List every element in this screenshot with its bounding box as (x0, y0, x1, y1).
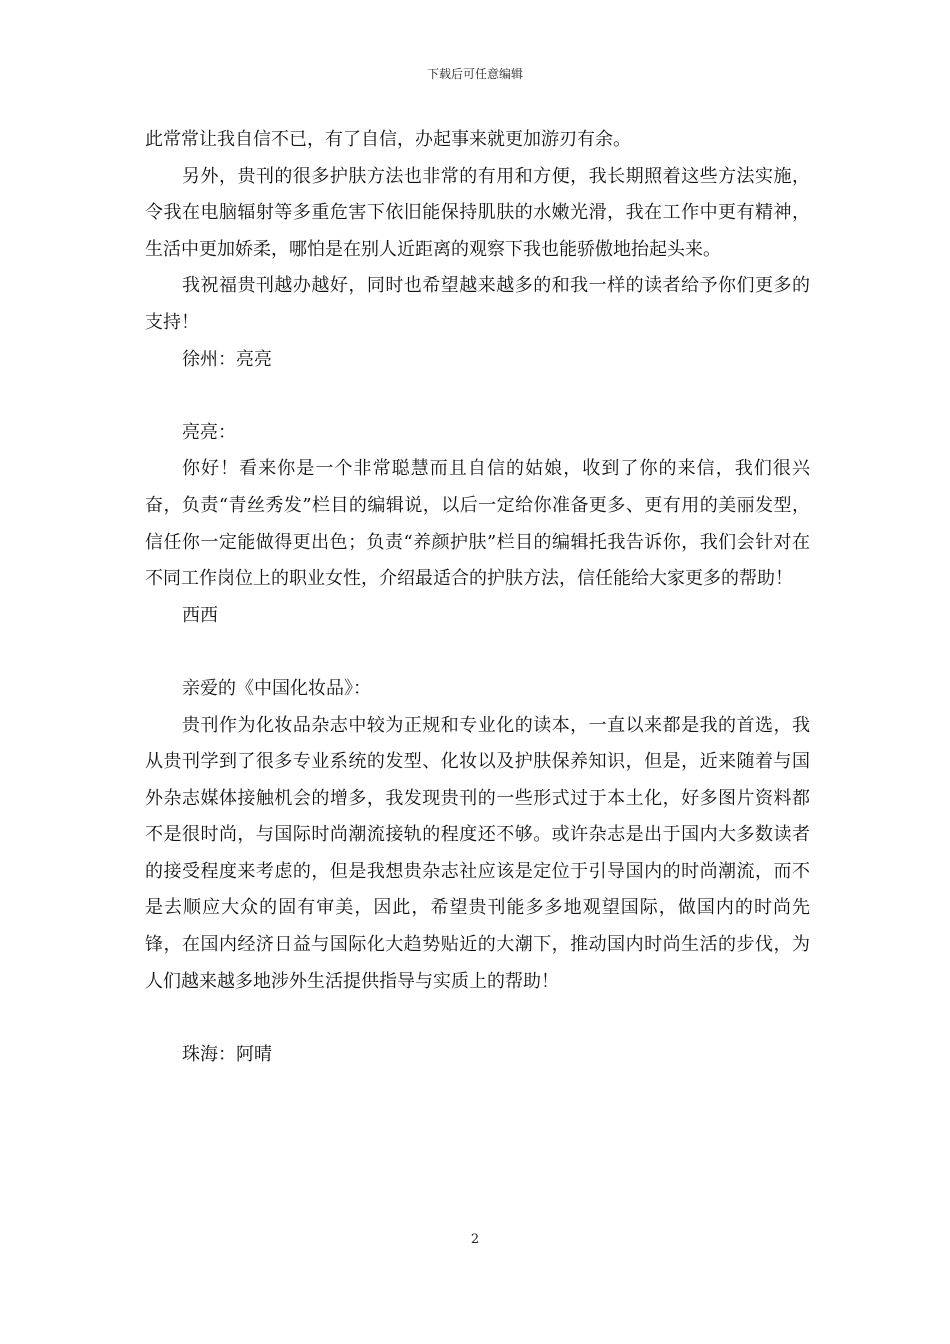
blank-line (145, 378, 810, 415)
paragraph-skincare: 另外，贵刊的很多护肤方法也非常的有用和方便，我长期照着这些方法实施，令我在电脑辐射等多重危害下依旧能保持肌肤的水嫩光滑，我在工作中更有精神，生活中更加娇柔，哪怕是在别人近距离的观察下我也能骄傲地抬起头来。 (145, 165, 810, 260)
signature-xixi: 西西 (182, 604, 218, 626)
page-number: 2 (470, 1232, 480, 1247)
paragraph-suggestion: 贵刊作为化妆品杂志中较为正规和专业化的读本，一直以来都是我的首选，我从贵刊学到了很多专业系统的发型、化妆以及护肤保养知识，但是，近来随着与国外杂志媒体接触机会的增多，我发现贵刊的一些形式过于本土化，好多图片资料都不是很时尚，与国际时尚潮流接轨的程度还不够。或许杂志是出于国内大多数读者的接受程度来考虑的，但是我想贵杂志社应该是定位于引导国内的时尚潮流，而不是去顺应大众的固有审美，因此，希望贵刊能多多地观望国际，做国内的时尚先锋，在国内经济日益与国际化大趋势贴近的大潮下，推动国内时尚生活的步伐，为人们越来越多地涉外生活提供指导与实质上的帮助！ (145, 714, 810, 992)
blank-line (145, 634, 810, 671)
paragraph-wishes: 我祝福贵刊越办越好，同时也希望越来越多的和我一样的读者给予你们更多的支持！ (145, 275, 810, 333)
page-header: 下载后可任意编辑 (426, 67, 523, 81)
salutation-liangliang: 亮亮： (182, 421, 236, 443)
signature-zhuhai: 珠海：阿晴 (182, 1043, 272, 1065)
document-body (145, 122, 810, 1073)
paragraph-reply: 你好！看来你是一个非常聪慧而且自信的姑娘，收到了你的来信，我们很兴奋，负责“青丝秀发”栏目的编辑说，以后一定给你准备更多、更有用的美丽发型，信任你一定能做得更出色；负责“养颜护肤”栏目的编辑托我告诉你，我们会针对在不同工作岗位上的职业女性，介绍最适合的护肤方法，信任能给大家更多的帮助！ (145, 458, 810, 590)
signature-xuzhou: 徐州：亮亮 (182, 348, 272, 370)
paragraph-continuation: 此常常让我自信不已，有了自信，办起事来就更加游刃有余。 (145, 129, 631, 150)
salutation-magazine: 亲爱的《中国化妆品》： (182, 677, 371, 699)
blank-line (145, 1000, 810, 1037)
